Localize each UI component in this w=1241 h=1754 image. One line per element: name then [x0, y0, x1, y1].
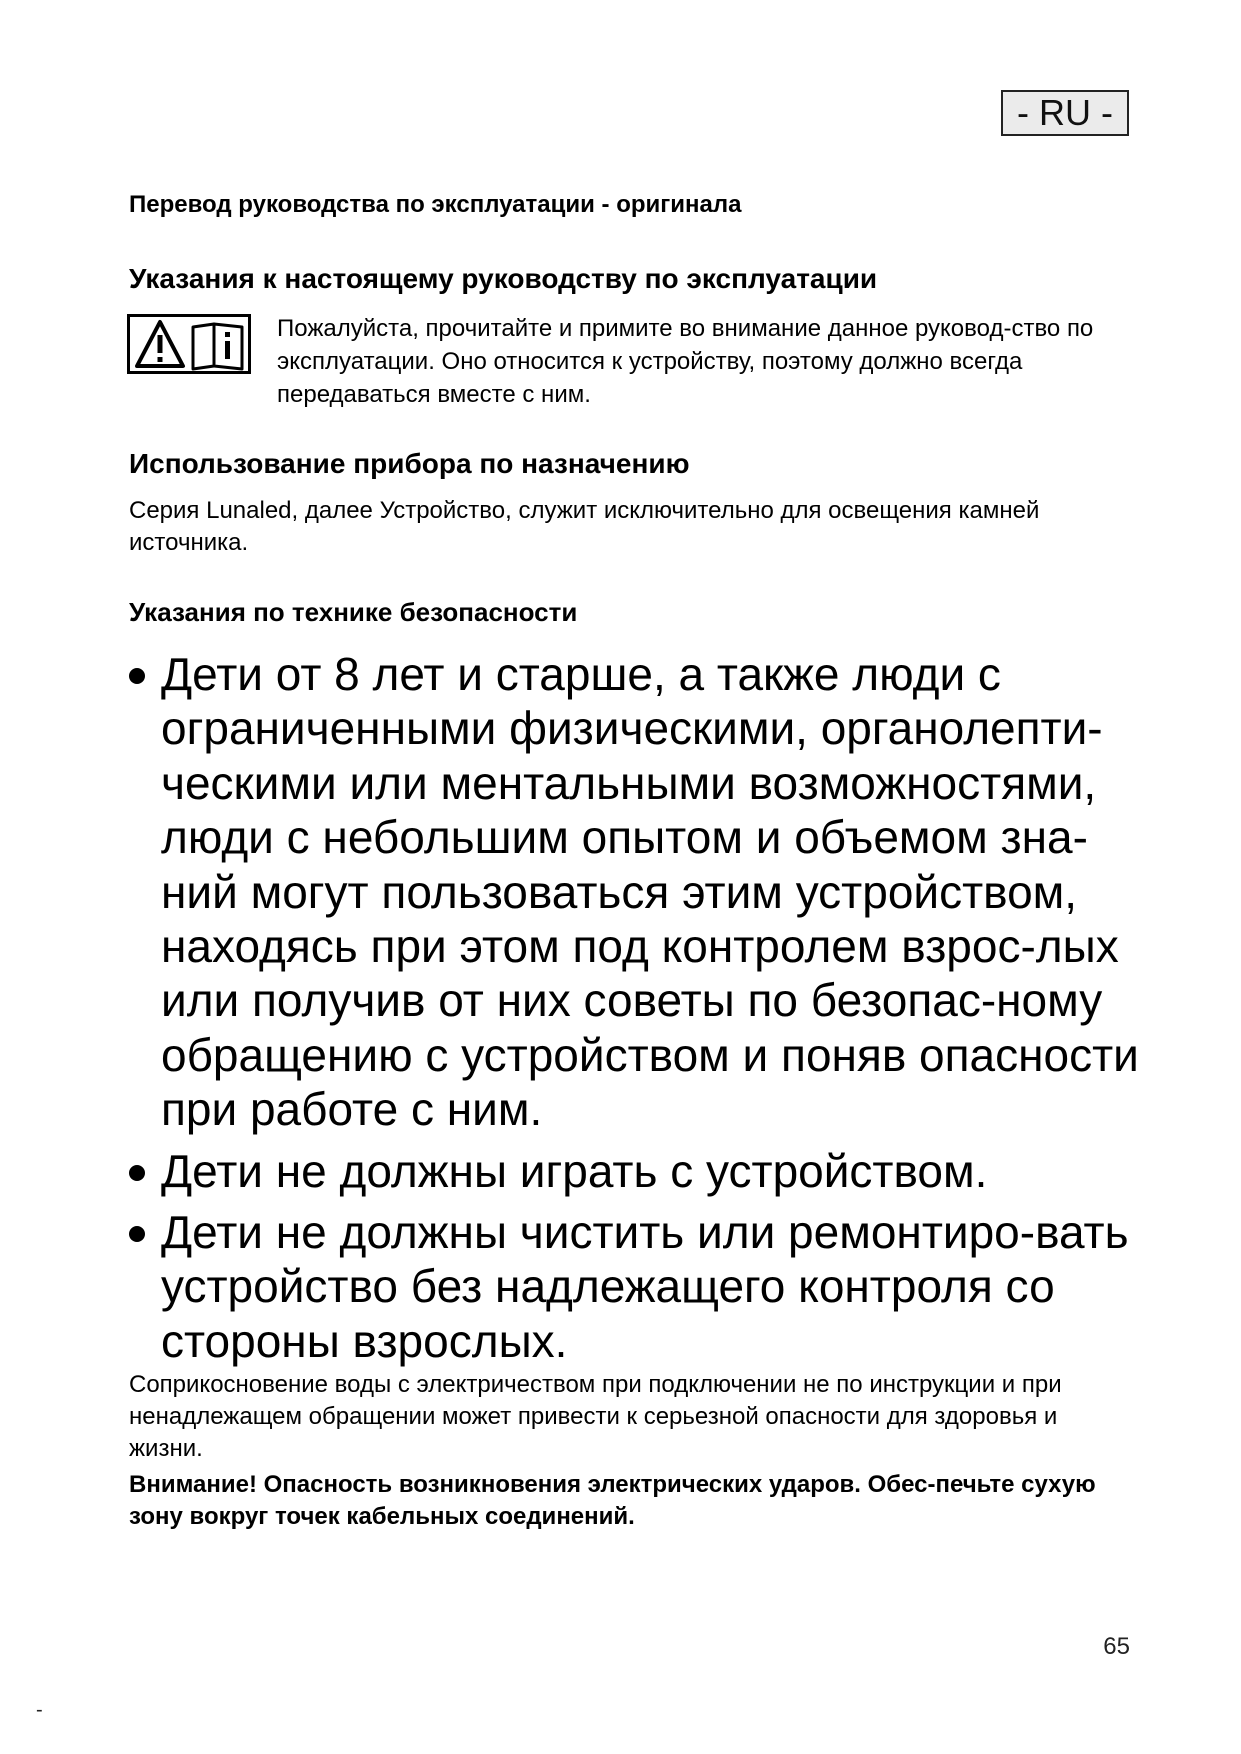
intended-use-text: Серия Lunaled, далее Устройство, служит исключительно для освещения камней источника.: [129, 497, 1040, 556]
corner-mark: -: [36, 1699, 43, 1721]
warning-manual-icon: [127, 314, 251, 374]
language-badge: - RU -: [1001, 90, 1129, 136]
document-title: Перевод руководства по эксплуатации - оригинала: [129, 191, 742, 218]
bullet-dot-icon: [129, 1165, 145, 1181]
manual-notes-heading: Указания к настоящему руководству по эксплуатации: [129, 263, 878, 294]
warning-triangle-icon: [137, 322, 183, 366]
safety-bullet-text: Дети не должны чистить или ремонтиро-вать устройство без надлежащего контроля со стороны взрослых.: [161, 1206, 1129, 1367]
bullet-dot-icon: [129, 668, 145, 684]
safety-bullet: [129, 647, 1139, 1137]
safety-heading: Указания по технике безопасности: [129, 597, 578, 627]
safety-bullet: [129, 1144, 1139, 1198]
page-number: 65: [1103, 1633, 1130, 1660]
water-electricity-text: Соприкосновение воды с электричеством при подключении не по инструкции и при ненадлежащем обращении может привести к серьезной опасности для здоровья и жизни.: [129, 1371, 1062, 1462]
safety-bullet-text: Дети не должны играть с устройством.: [161, 1144, 988, 1197]
electric-shock-warning: Внимание! Опасность возникновения электрических ударов. Обес-печьте сухую зону вокруг точек кабельных соединений.: [129, 1471, 1096, 1530]
safety-bullet: [129, 1205, 1139, 1368]
bullet-dot-icon: [129, 1226, 145, 1242]
manual-book-info-icon: [193, 324, 242, 369]
intended-use-heading: Использование прибора по назначению: [129, 448, 690, 479]
safety-bullet-list: [129, 647, 1139, 1375]
safety-bullet-text: Дети от 8 лет и старше, а также люди с ограниченными физическими, органолепти-ческими или ментальными возможностями, люди с небольшим опытом и объемом зна-ний могут пользоваться этим устройством, находясь при этом под контролем взрос-лых или получив от них советы по безопас-ному обращению с устройством и поняв опасности при работе с ним.: [161, 648, 1139, 1136]
manual-notes-text: Пожалуйста, прочитайте и примите во внимание данное руковод-ство по эксплуатации. Оно относится к устройству, поэтому должно всегда передаваться вместе с ним.: [277, 315, 1094, 408]
